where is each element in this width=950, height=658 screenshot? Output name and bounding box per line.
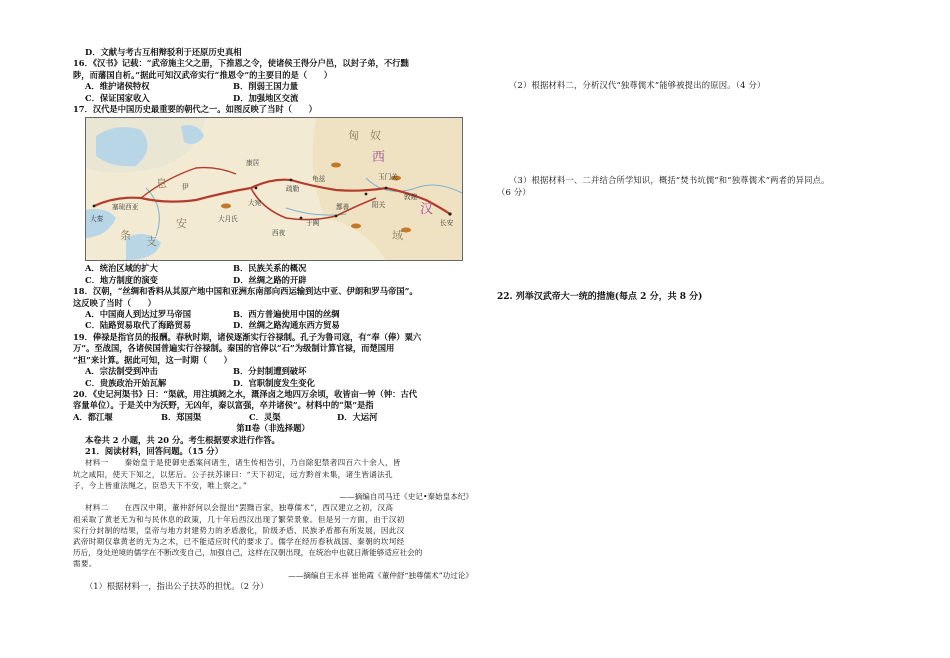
q16-option-b[interactable]: B．削弱王国力量 <box>233 81 299 92</box>
q20-options <box>73 412 473 423</box>
q18-stem-line2: 这反映了当时（ ） <box>73 297 156 308</box>
q19-stem-line2: 万”。至战国，各诸侯国普遍实行谷禄制。秦国的官俸以“石”为级制计算官禄，而楚国用 <box>73 343 395 354</box>
material-two-line: 武帝时期仅靠黄老的无为之术，已不能适应时代的要求了。儒学在经历春秋战国、秦朝的坎坷经 <box>73 536 405 546</box>
q21-title: 21．阅读材料，回答问题。（15 分） <box>85 445 223 456</box>
q18-option-d[interactable]: D．丝绸之路沟通东西方贸易 <box>233 320 340 331</box>
q19-stem-line3: “担”来计算。据此可知，这一时期（ ） <box>73 354 232 365</box>
q17-option-d[interactable]: D．丝绸之路的开辟 <box>233 274 307 285</box>
material-two-line: 祖采取了黄老无为和与民休息的政策，几十年后西汉出现了繁荣景象。但是另一方面，由于汉初 <box>73 514 405 524</box>
map-label-han: 汉 <box>420 202 434 218</box>
q18-option-c[interactable]: C．陆路贸易取代了海路贸易 <box>85 320 192 331</box>
map-label-qiuci: 龟兹 <box>312 175 326 184</box>
q20-stem-line1: 20．《史记河渠书》曰：“渠就，用注填阏之水，溉泽卤之地四万余顷，收皆亩一钟（钟：古代 <box>73 388 418 399</box>
q18-stem-line1: 18．汉朝，“丝绸和香料从其原产地中国和亚洲东南部向西运输到达中亚、伊朗和罗马帝国”。 <box>73 286 418 297</box>
q18-option-b[interactable]: B．西方普遍使用中国的丝绸 <box>233 309 340 320</box>
right-column <box>497 80 897 304</box>
material-one-line: 坑之咸阳，使天下知之，以惩后。公子扶苏谏曰：“天下初定，远方黔首未集，诸生皆诵法孔 <box>73 469 393 479</box>
q20-option-a[interactable]: A．都江堰 <box>73 411 113 422</box>
material-two-line: 历后，身处逆境的儒学在不断改变自己，加强自己，这样在汉朝出现，在统治中也就日渐能够适应社会的 <box>73 548 423 558</box>
q16-option-c[interactable]: C．保证国家收入 <box>85 92 150 103</box>
q18-options-row2 <box>73 320 473 331</box>
caspian-sea <box>96 128 147 167</box>
part2-note: 本卷共 2 小题，共 20 分。考生根据要求进行作答。 <box>85 434 280 445</box>
q17-option-c[interactable]: C．地方制度的演变 <box>85 274 158 285</box>
material-two-line: 需要。 <box>73 559 97 569</box>
q16-stem-line1: 16．《汉书》记载：“武帝施主父之册，下推恩之令，使诸侯王得分户邑，以封子弟，不行黜 <box>73 58 409 69</box>
map-label-tiao: 条 <box>120 229 131 243</box>
q21-sub3-line2: （6 分） <box>497 186 531 197</box>
q20-stem-line2: 容量单位）。于是关中为沃野，无凶年，秦以富强，卒并诸侯”。材料中的“渠”是指 <box>73 400 374 411</box>
q19-option-a[interactable]: A．宗法制受到冲击 <box>85 366 158 377</box>
material-one-line: 子，今上皆重法绳之，臣恐天下不安，唯上察之。” <box>73 480 248 490</box>
map-label-shanshan: 鄯善 <box>336 203 350 212</box>
map-label-dayuan: 大宛 <box>248 199 262 208</box>
silk-road-map <box>85 117 463 261</box>
q20-option-d[interactable]: D．大运河 <box>337 411 378 422</box>
q20-option-c[interactable]: C．灵渠 <box>249 411 281 422</box>
map-label-yangguan: 阳关 <box>372 201 386 210</box>
q17-stem: 17．汉代是中国历史最重要的朝代之一。如图反映了当时（ ） <box>73 104 317 115</box>
q15-option-d: D．文献与考古互相辩驳利于还原历史真相 <box>85 47 242 57</box>
q19-option-c[interactable]: C．贵族政治开始瓦解 <box>85 377 167 388</box>
material-two <box>73 502 473 581</box>
answer-space-q21-3[interactable] <box>497 198 897 292</box>
material-one-source: ——摘编自司马迁《史记•秦始皇本纪》 <box>339 491 473 501</box>
map-label-seleucia: 塞琉西亚 <box>112 203 139 212</box>
map-label-yutian: 于阗 <box>306 219 320 228</box>
q22-title: 22. 列举汉武帝大一统的措施(每点 2 分，共 8 分) <box>497 292 703 303</box>
q21-sub1: （1）根据材料一，指出公子扶苏的担忧。（2 分） <box>85 580 269 591</box>
map-label-xiye: 西夜 <box>272 229 286 238</box>
q21-sub3-line1: （3）根据材料一、二并结合所学知识，概括“焚书坑儒”和“独尊儒术”两者的异同点。 <box>509 175 830 186</box>
q16-options-row2 <box>73 93 473 104</box>
map-label-changan: 长安 <box>440 219 454 228</box>
q16-options-row1 <box>73 81 473 92</box>
map-label-xi2: 息 <box>156 177 167 191</box>
map-label-daqin: 大秦 <box>90 215 104 224</box>
material-two-line: 实行分封制的结果，皇帝与地方封建势力的矛盾激化，阶级矛盾、民族矛盾都有所发展，因此汉 <box>73 525 405 535</box>
q19-option-d[interactable]: D．官职制度发生变化 <box>233 377 315 388</box>
q18-option-a[interactable]: A．中国商人到达过罗马帝国 <box>85 309 192 320</box>
material-two-source: ——摘编自王永祥 崔艳霞《董仲舒“独尊儒术”功过论》 <box>288 570 473 580</box>
map-label-shule: 疏勒 <box>286 185 300 194</box>
map-label-yi: 伊 <box>182 183 189 192</box>
q17-options-row2 <box>73 275 473 286</box>
q17-options-row1 <box>73 263 473 274</box>
map-label-zhi: 支 <box>146 235 157 249</box>
q16-option-d[interactable]: D．加强地区交流 <box>233 92 299 103</box>
q19-options-row2 <box>73 378 473 389</box>
q19-options-row1 <box>73 366 473 377</box>
material-one-line: 材料一 秦始皇于是使御史悉案问诸生，诸生传相告引，乃自除犯禁者四百六十余人，皆 <box>85 458 401 468</box>
map-label-kangju: 康居 <box>246 159 260 168</box>
q21-sub2: （2）根据材料二，分析汉代“独尊儒术”能够被提出的原因。（4 分） <box>509 80 766 90</box>
q16-stem-line2: 陟，而藩国自析。”据此可知汉武帝实行“推恩令”的主要目的是（ ） <box>73 69 333 80</box>
part2-title: 第Ⅱ卷（非选择题） <box>236 423 310 434</box>
q20-option-b[interactable]: B．郑国渠 <box>161 411 202 422</box>
map-label-xiongnu: 匈 奴 <box>348 129 381 143</box>
q17-option-a[interactable]: A．统治区域的扩大 <box>85 263 158 274</box>
left-column <box>73 47 473 592</box>
material-two-line: 材料二 在西汉中期，董仲舒何以会提出“罢黜百家，独尊儒术”，西汉建立之初，汉高 <box>85 503 394 513</box>
map-label-an: 安 <box>176 217 187 231</box>
map-label-xi: 西 <box>372 150 386 166</box>
map-label-yu: 域 <box>392 229 403 243</box>
map-label-dayuezhi: 大月氏 <box>218 215 238 224</box>
q19-stem-line1: 19．俸禄是指官员的报酬。春秋时期，诸侯逐渐实行谷禄制。孔子为鲁司寇，有“奉（俸）粟六 <box>73 331 422 342</box>
map-label-yumenguan: 玉门关 <box>378 173 398 182</box>
answer-space-q21-2[interactable] <box>497 91 897 175</box>
q18-options-row1 <box>73 309 473 320</box>
q16-option-a[interactable]: A．维护诸侯特权 <box>85 81 150 92</box>
q19-option-b[interactable]: B．分封制遭到破坏 <box>233 366 307 377</box>
map-label-dunhuang: 敦煌 <box>404 193 418 202</box>
q17-option-b[interactable]: B．民族关系的概况 <box>233 263 307 274</box>
material-one <box>73 457 473 502</box>
